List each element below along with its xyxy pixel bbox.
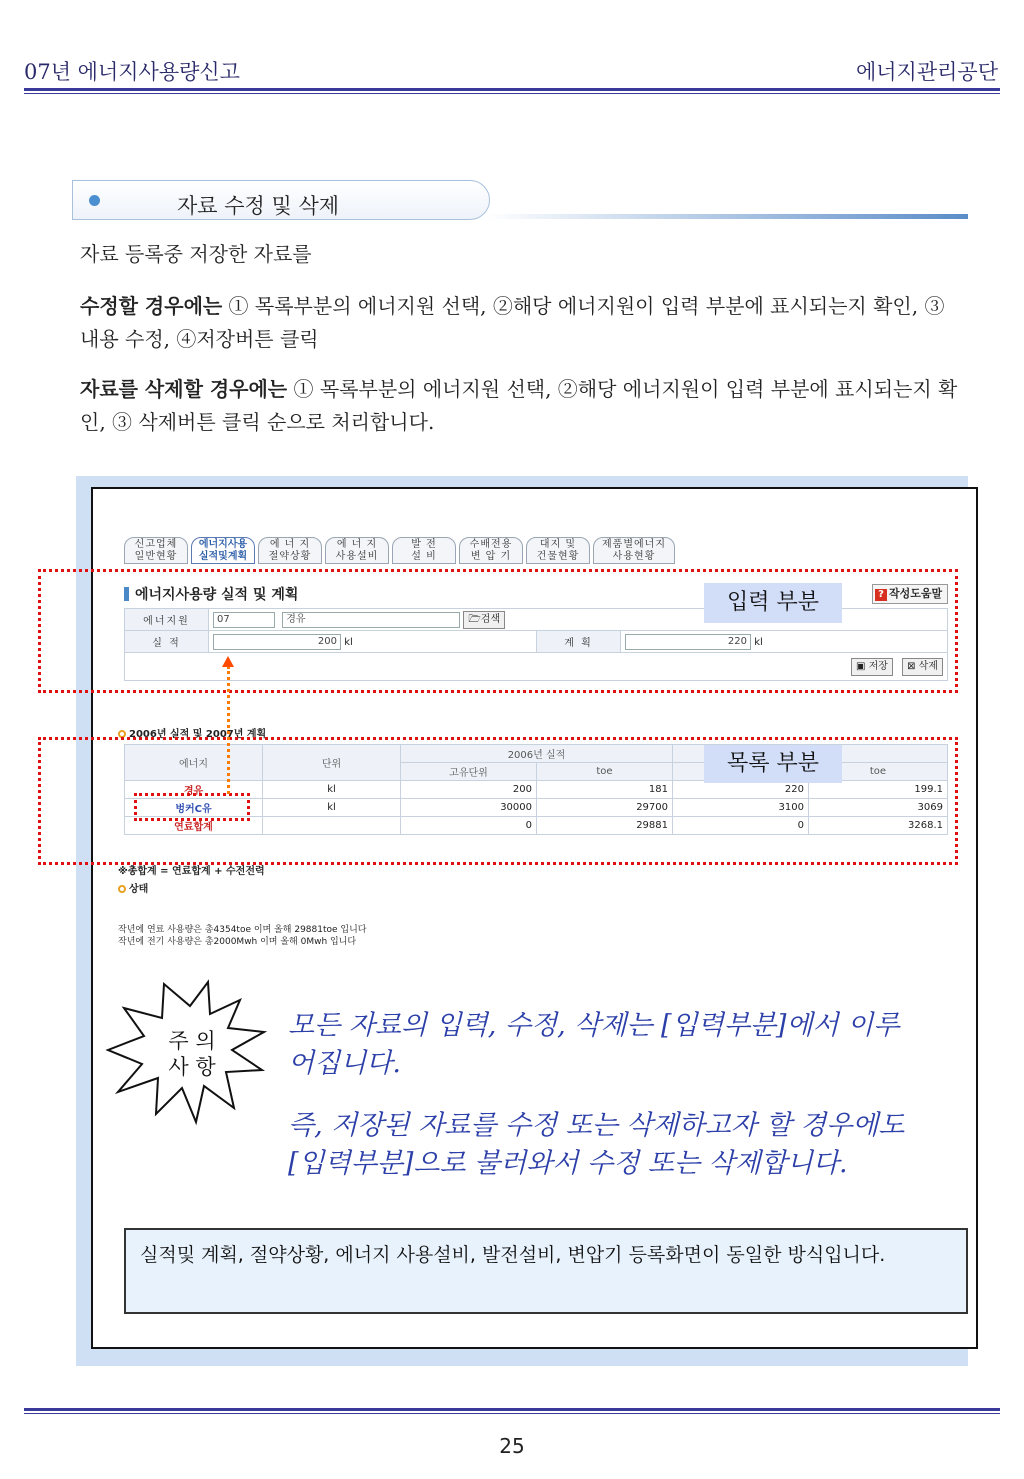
caution-text-line1: 모든 자료의 입력, 수정, 삭제는 [입력부분]에서 이루 (288, 1010, 900, 1041)
tab-energy-saving[interactable]: 에 너 지 절약상황 (258, 537, 322, 564)
app-page-title: 에너지사용량 실적 및 계획 (135, 587, 299, 603)
caution-badge-line2: 사 항 (168, 1055, 216, 1079)
intro-paragraph: 자료 등록중 저장한 자료를 (80, 242, 312, 266)
tab-land-building[interactable]: 대지 및 건물현황 (526, 537, 590, 564)
col-own-unit: 고유단위 (401, 763, 537, 781)
energy-name-input[interactable]: 경유 (282, 612, 460, 628)
footer-rule (24, 1408, 1000, 1411)
col-group-2006: 2006년 실적 (401, 745, 673, 763)
status-heading: 상태 (118, 880, 148, 895)
plan-label: 계 획 (537, 631, 621, 653)
plan-value-input[interactable]: 220 (625, 634, 751, 650)
caution-badge-line1: 주 의 (168, 1029, 216, 1053)
energy-code-input[interactable]: 07 (213, 612, 275, 628)
header-org-name: 에너지관리공단 (855, 60, 998, 84)
actual-value-input[interactable]: 200 (213, 634, 341, 650)
delete-paragraph-text: ① 목록부분의 에너지원 선택, ②해당 에너지원이 입력 부분에 표시되는지 확인, ③ 삭제버튼 클릭 순으로 처리합니다. (80, 377, 958, 434)
circle-bullet-icon (118, 885, 126, 893)
save-icon: ▣ (855, 660, 866, 672)
delete-button[interactable]: ⊠ 삭제 (902, 658, 943, 676)
table-row: 연료합계 0 29881 0 3268.1 (125, 817, 948, 835)
tab-energy-equipment[interactable]: 에 너 지 사용설비 (325, 537, 389, 564)
search-icon: 🗁 (468, 613, 481, 625)
status-message-power: 작년에 전기 사용량은 총2000Mwh 이며 올해 0Mwh 입니다 (118, 937, 357, 947)
tab-product-energy[interactable]: 제품별에너지 사용현황 (593, 537, 675, 564)
energy-source-label: 에너지원 (125, 609, 209, 631)
tab-company-info[interactable]: 신고업체 일반현황 (124, 537, 188, 564)
caution-text-line2: 어집니다. (288, 1048, 401, 1079)
common-method-note: 실적및 계획, 절약상황, 에너지 사용설비, 발전설비, 변압기 등록화면이 동일한 방식입니다. (124, 1228, 968, 1314)
section-title: 자료 수정 및 삭제 (177, 194, 340, 218)
list-area-label: 목록 부분 (704, 745, 842, 783)
actual-unit: kl (344, 636, 353, 648)
tab-transformer[interactable]: 수배전용 변 압 기 (459, 537, 523, 564)
total-note: ※총합계 = 연료합계 + 수전전력 (118, 866, 265, 877)
save-button[interactable]: ▣ 저장 (851, 658, 893, 676)
page-number: 25 (499, 1434, 525, 1458)
list-section-title: 2006년 실적 및 2007년 계획 (118, 725, 266, 740)
delete-paragraph-lead: 자료를 삭제할 경우에는 (80, 377, 288, 401)
header-doc-title: 07년 에너지사용량신고 (24, 60, 240, 84)
status-messages (118, 924, 367, 948)
help-button[interactable]: ? 작성도움말 (872, 584, 948, 604)
col-unit: 단위 (263, 745, 401, 781)
row-energy-name[interactable]: 경유 (125, 781, 263, 799)
app-tab-bar (124, 537, 675, 564)
tab-power-generation[interactable]: 발 전 설 비 (392, 537, 456, 564)
section-heading (72, 180, 490, 220)
tab-energy-usage[interactable]: 에너지사용 실적및계획 (191, 537, 255, 564)
plan-unit: kl (754, 636, 763, 648)
edit-paragraph (80, 290, 960, 356)
row-energy-name[interactable]: 벙커C유 (125, 799, 263, 817)
delete-icon: ⊠ (907, 660, 916, 672)
status-message-fuel: 작년에 연료 사용량은 총4354toe 이며 올해 29881toe 입니다 (118, 925, 367, 935)
table-row[interactable]: 경유 kl 200 181 220 199.1 (125, 781, 948, 799)
header-rule-thin (24, 93, 1000, 94)
edit-paragraph-text: ① 목록부분의 에너지원 선택, ②해당 에너지원이 입력 부분에 표시되는지 확인, ③ 내용 수정, ④저장버튼 클릭 (80, 294, 945, 351)
table-row[interactable]: 벙커C유 kl 30000 29700 3100 3069 (125, 799, 948, 817)
edit-paragraph-lead: 수정할 경우에는 (80, 294, 223, 318)
row-energy-name: 연료합계 (125, 817, 263, 835)
question-icon: ? (875, 589, 887, 601)
caution-text-line3: 즉, 저장된 자료를 수정 또는 삭제하고자 할 경우에도 (288, 1110, 905, 1141)
col-toe-2006: toe (537, 763, 673, 781)
header-rule (24, 88, 1000, 91)
col-toe-2007: toe (809, 763, 948, 781)
section-underline (486, 214, 968, 219)
caution-text-line4: [입력부분]으로 불러와서 수정 또는 삭제합니다. (288, 1148, 848, 1179)
input-area-label: 입력 부분 (704, 583, 842, 623)
delete-paragraph (80, 373, 960, 439)
selected-row-highlight (134, 793, 250, 821)
caution-badge (104, 974, 276, 1130)
arrow-line (227, 666, 230, 794)
footer-rule-thin (24, 1413, 1000, 1414)
actual-label: 실 적 (125, 631, 209, 653)
search-button[interactable]: 🗁검색 (463, 611, 505, 629)
col-energy: 에너지 (125, 745, 263, 781)
arrow-up-icon (222, 656, 234, 667)
bullet-icon (89, 195, 100, 206)
